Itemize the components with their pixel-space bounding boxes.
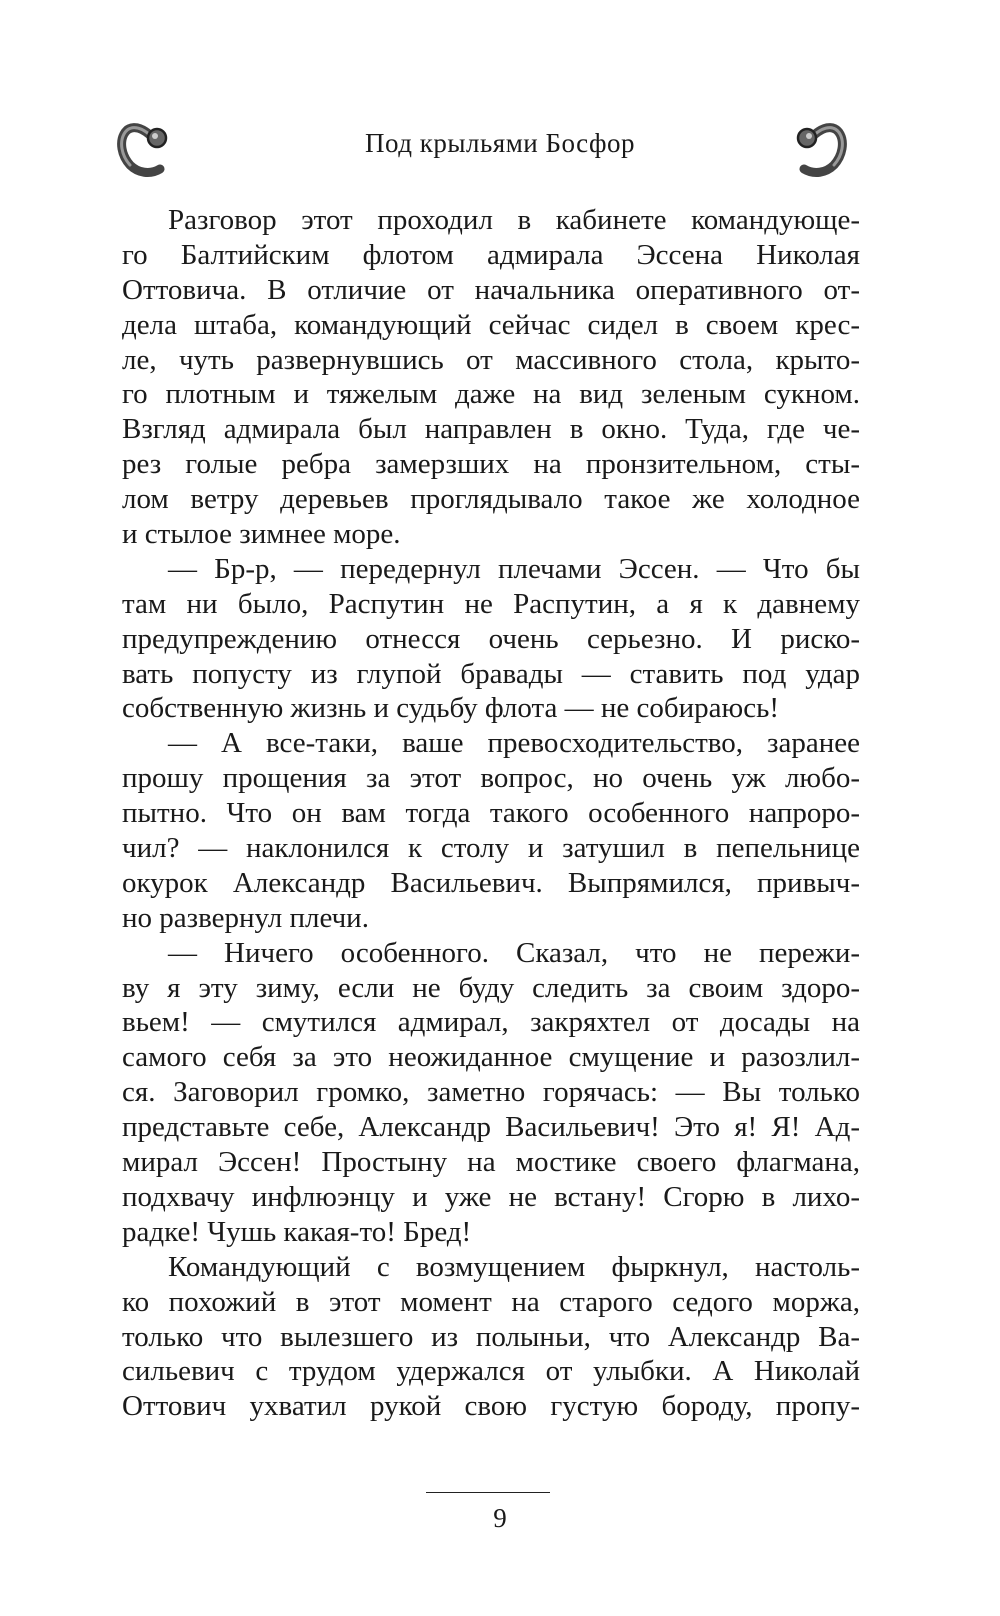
- text-line: Разговор этот проходил в кабинете командующе-: [168, 204, 860, 236]
- running-title: Под крыльями Босфор: [365, 128, 635, 158]
- text-line: сильевич с трудом удержался от улыбки. А Николай: [122, 1355, 860, 1388]
- text-line: окурок Александр Васильевич. Выпрямился, привыч-: [122, 866, 860, 899]
- text-line: самого себя за это неожиданное смущение и разозлил-: [122, 1041, 860, 1074]
- text-line: мирал Эссен! Простыну на мостике своего флагмана,: [122, 1146, 860, 1179]
- text-line: лом ветру деревьев проглядывало такое же холодное: [122, 483, 860, 516]
- text-line: Оттовича. В отличие от начальника оперативного от-: [122, 273, 860, 306]
- text-line: вьем! — смутился адмирал, закряхтел от досады на: [122, 1006, 860, 1039]
- text-line: Командующий с возмущением фыркнул, настоль-: [168, 1250, 860, 1283]
- text-line: представьте себе, Александр Васильевич! Это я! Я! Ад-: [122, 1111, 860, 1144]
- text-line: — Ничего особенного. Сказал, что не пережи-: [168, 936, 860, 969]
- text-line: ву я эту зиму, если не буду следить за своим здоро-: [122, 971, 860, 1004]
- text-line: го плотным и тяжелым даже на вид зеленым сукном.: [122, 378, 860, 411]
- text-line: рез голые ребра замерзших на пронзительном, сты-: [122, 448, 860, 481]
- text-line: собственную жизнь и судьбу флота — не собираюсь!: [122, 692, 779, 725]
- text-line: предупреждению отнесся очень серьезно. И риско-: [122, 622, 860, 655]
- text-line: вать попусту из глупой бравады — ставить под удар: [122, 657, 860, 690]
- text-line: — Бр-р, — передернул плечами Эссен. — Что бы: [168, 552, 860, 585]
- page-number: 9: [493, 1503, 507, 1533]
- text-line: радке! Чушь какая-то! Бред!: [122, 1215, 472, 1248]
- text-line: ле, чуть развернувшись от массивного стола, крыто-: [122, 343, 860, 376]
- text-line: дела штаба, командующий сейчас сидел в своем крес-: [122, 308, 860, 341]
- page-body: [122, 203, 860, 1424]
- text-line: и стылое зимнее море.: [122, 518, 401, 551]
- text-line: чил? — наклонился к столу и затушил в пепельнице: [122, 832, 860, 865]
- text-line: прошу прощения за этот вопрос, но очень уж любо-: [122, 762, 860, 795]
- text-line: Оттович ухватил рукой свою густую бороду, пропу-: [122, 1390, 860, 1423]
- text-line: пытно. Что он вам тогда такого особенного напроро-: [122, 797, 860, 830]
- text-line: ко похожий в этот момент на старого седого моржа,: [122, 1285, 860, 1318]
- text-line: — А все-таки, ваше превосходительство, заранее: [168, 727, 860, 760]
- footer-rule: [426, 1492, 550, 1493]
- text-line: только что вылезшего из полыньи, что Александр Ва-: [122, 1320, 860, 1353]
- text-line: ся. Заговорил громко, заметно горячась: — Вы только: [122, 1076, 860, 1109]
- text-line: го Балтийским флотом адмирала Эссена Николая: [122, 238, 860, 271]
- text-line: подхвачу инфлюэнцу и уже не встану! Сгорю в лихо-: [122, 1180, 860, 1213]
- text-line: но развернул плечи.: [122, 901, 369, 934]
- text-line: там ни было, Распутин не Распутин, а я к давнему: [122, 587, 860, 620]
- text-line: Взгляд адмирала был направлен в окно. Туда, где че-: [122, 413, 860, 446]
